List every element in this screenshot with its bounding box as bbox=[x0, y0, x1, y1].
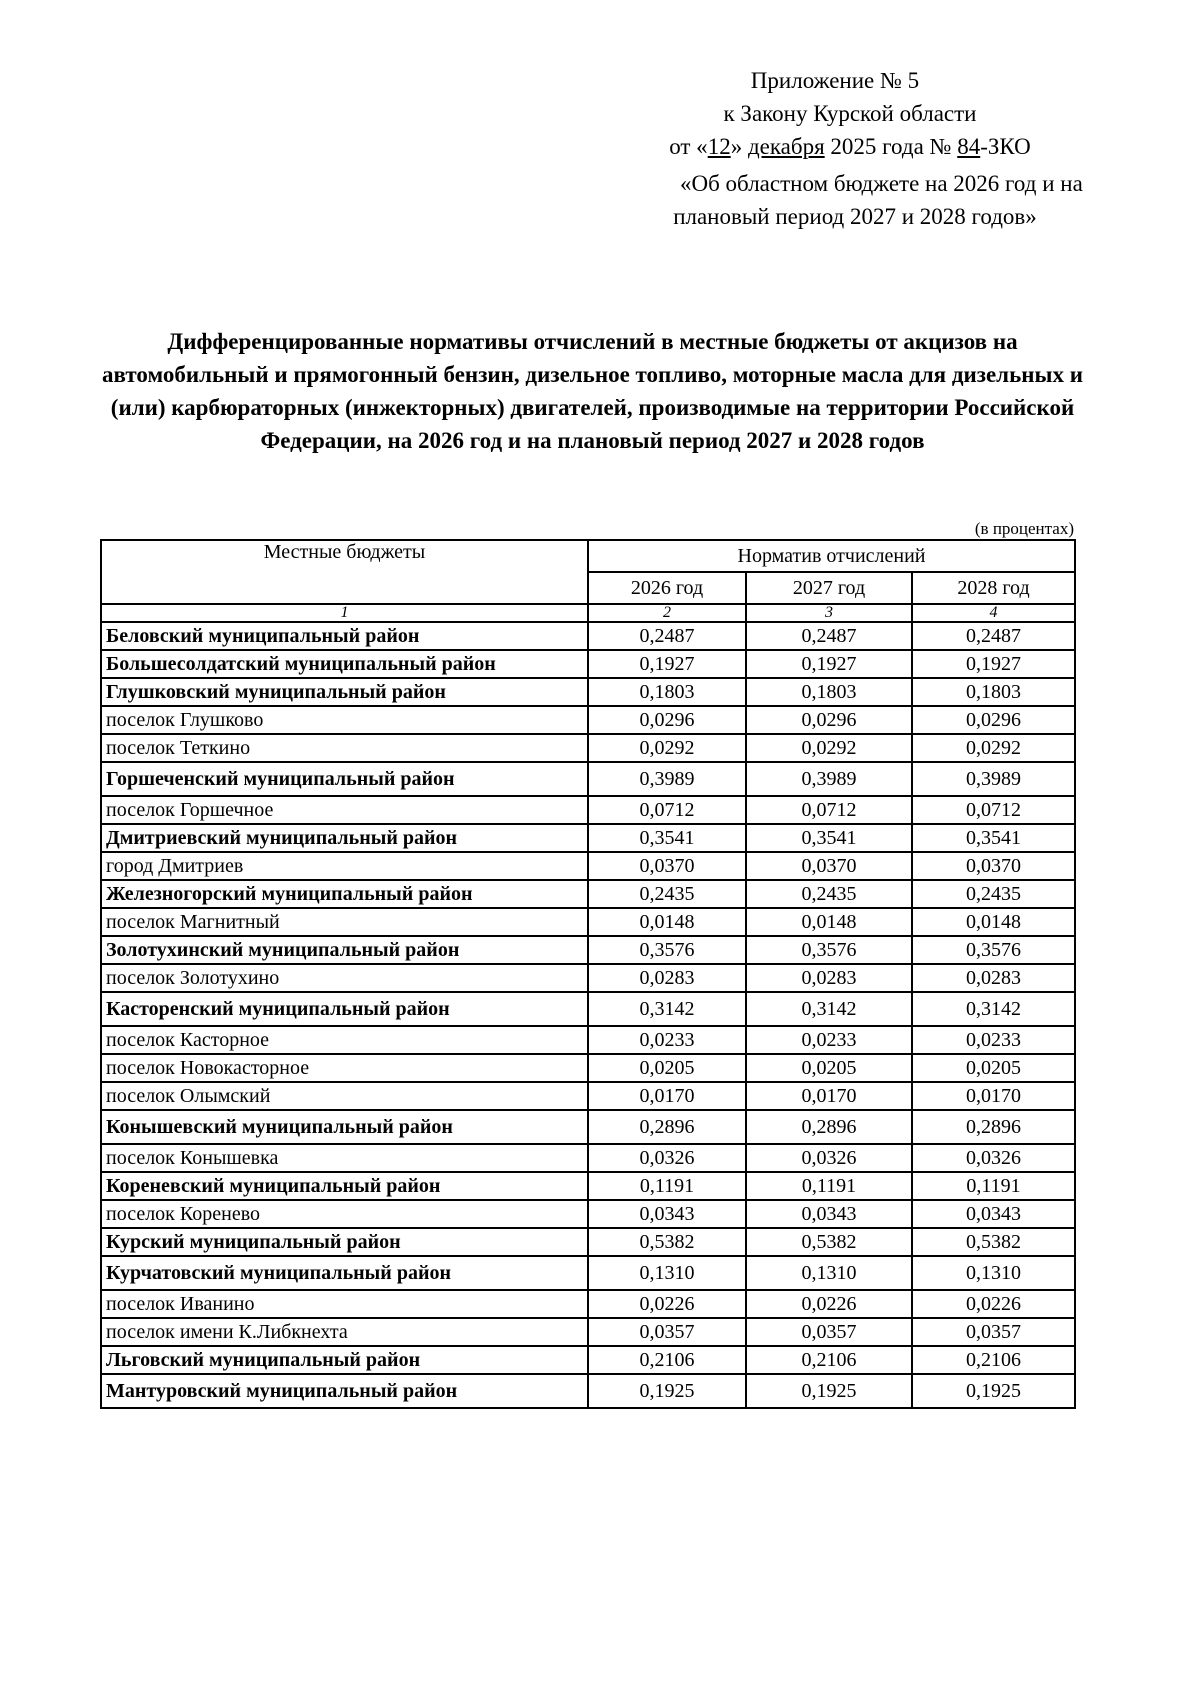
norm-value-2027: 0,0326 bbox=[746, 1144, 912, 1172]
norm-value-2027: 0,2435 bbox=[746, 880, 912, 908]
norm-value-2027: 0,1310 bbox=[746, 1256, 912, 1290]
table-row bbox=[101, 908, 1075, 936]
norm-value-2026: 0,3142 bbox=[588, 992, 746, 1026]
column-number-1: 1 bbox=[101, 604, 588, 622]
budget-name: поселок Олымский bbox=[101, 1082, 588, 1110]
law-title-line1: «Об областном бюджете на 2026 год и на bbox=[680, 171, 1083, 196]
norm-value-2026: 0,0205 bbox=[588, 1054, 746, 1082]
column-number-4: 4 bbox=[912, 604, 1075, 622]
budget-name: Глушковский муниципальный район bbox=[101, 678, 588, 706]
norm-value-2027: 0,2487 bbox=[746, 622, 912, 650]
norm-value-2027: 0,0283 bbox=[746, 964, 912, 992]
budget-name: Касторенский муниципальный район bbox=[101, 992, 588, 1026]
norm-value-2027: 0,2896 bbox=[746, 1110, 912, 1144]
norm-value-2028: 0,0296 bbox=[912, 706, 1075, 734]
budget-name: поселок Теткино bbox=[101, 734, 588, 762]
norm-value-2028: 0,2435 bbox=[912, 880, 1075, 908]
norm-value-2027: 0,0357 bbox=[746, 1318, 912, 1346]
table-row bbox=[101, 622, 1075, 650]
budget-name: Горшеченский муниципальный район bbox=[101, 762, 588, 796]
law-reference: к Закону Курской области bbox=[723, 101, 977, 126]
table-row bbox=[101, 1290, 1075, 1318]
header-year-2026: 2026 год bbox=[588, 572, 746, 604]
header-year-2027: 2027 год bbox=[746, 572, 912, 604]
norm-value-2028: 0,3142 bbox=[912, 992, 1075, 1026]
norm-value-2028: 0,0370 bbox=[912, 852, 1075, 880]
budget-name: Золотухинский муниципальный район bbox=[101, 936, 588, 964]
norm-value-2026: 0,3576 bbox=[588, 936, 746, 964]
budget-name: поселок Горшечное bbox=[101, 796, 588, 824]
document-title: Дифференцированные нормативы отчислений в местные бюджеты от акцизов на автомобильный и прямогонный бензин, дизельное топливо, моторные масла для дизельных и (или) карбюраторных (инжекторных) двигателей, производимые на территории Российской Федерации, на 2026 год и на плановый период 2027 и 2028 годов bbox=[102, 329, 1083, 453]
table-row bbox=[101, 1318, 1075, 1346]
table-row bbox=[101, 706, 1075, 734]
norm-value-2027: 0,0205 bbox=[746, 1054, 912, 1082]
norm-value-2027: 0,1803 bbox=[746, 678, 912, 706]
norm-value-2028: 0,1927 bbox=[912, 650, 1075, 678]
table-row bbox=[101, 936, 1075, 964]
norm-value-2028: 0,0712 bbox=[912, 796, 1075, 824]
norm-value-2027: 0,5382 bbox=[746, 1228, 912, 1256]
date-sep: » bbox=[730, 134, 748, 159]
norm-value-2028: 0,3576 bbox=[912, 936, 1075, 964]
budget-name: Конышевский муниципальный район bbox=[101, 1110, 588, 1144]
date-prefix: от « bbox=[669, 134, 708, 159]
table-row bbox=[101, 1256, 1075, 1290]
norm-value-2026: 0,0712 bbox=[588, 796, 746, 824]
norm-value-2028: 0,3541 bbox=[912, 824, 1075, 852]
budget-name: поселок Коренево bbox=[101, 1200, 588, 1228]
budget-name: поселок Золотухино bbox=[101, 964, 588, 992]
date-day: 12 bbox=[707, 134, 731, 159]
norm-value-2026: 0,0370 bbox=[588, 852, 746, 880]
table-row bbox=[101, 1172, 1075, 1200]
budget-name: Железногорский муниципальный район bbox=[101, 880, 588, 908]
norm-value-2028: 0,2896 bbox=[912, 1110, 1075, 1144]
norm-value-2027: 0,2106 bbox=[746, 1346, 912, 1374]
budget-name: поселок Новокасторное bbox=[101, 1054, 588, 1082]
norm-value-2027: 0,0370 bbox=[746, 852, 912, 880]
norm-value-2027: 0,3989 bbox=[746, 762, 912, 796]
norm-value-2027: 0,0233 bbox=[746, 1026, 912, 1054]
norm-value-2028: 0,0226 bbox=[912, 1290, 1075, 1318]
norm-value-2028: 0,0283 bbox=[912, 964, 1075, 992]
budget-name: Кореневский муниципальный район bbox=[101, 1172, 588, 1200]
table-body bbox=[101, 622, 1075, 1408]
table-row bbox=[101, 796, 1075, 824]
budget-name: поселок Глушково bbox=[101, 706, 588, 734]
norm-value-2027: 0,1927 bbox=[746, 650, 912, 678]
norm-value-2027: 0,0170 bbox=[746, 1082, 912, 1110]
budget-name: Курский муниципальный район bbox=[101, 1228, 588, 1256]
table-row bbox=[101, 650, 1075, 678]
column-number-2: 2 bbox=[588, 604, 746, 622]
norm-value-2028: 0,0170 bbox=[912, 1082, 1075, 1110]
norm-value-2026: 0,0226 bbox=[588, 1290, 746, 1318]
budget-name: Мантуровский муниципальный район bbox=[101, 1374, 588, 1408]
norm-value-2028: 0,1803 bbox=[912, 678, 1075, 706]
norm-value-2026: 0,0326 bbox=[588, 1144, 746, 1172]
table-row bbox=[101, 734, 1075, 762]
table-row bbox=[101, 992, 1075, 1026]
norm-value-2027: 0,0148 bbox=[746, 908, 912, 936]
norm-value-2026: 0,1191 bbox=[588, 1172, 746, 1200]
norm-value-2026: 0,2487 bbox=[588, 622, 746, 650]
table-row bbox=[101, 1110, 1075, 1144]
norm-value-2026: 0,2106 bbox=[588, 1346, 746, 1374]
norm-value-2026: 0,3541 bbox=[588, 824, 746, 852]
norm-value-2026: 0,0292 bbox=[588, 734, 746, 762]
table-row bbox=[101, 1374, 1075, 1408]
norm-value-2026: 0,1803 bbox=[588, 678, 746, 706]
table-row bbox=[101, 1346, 1075, 1374]
law-number: 84 bbox=[957, 134, 981, 159]
norm-value-2028: 0,1925 bbox=[912, 1374, 1075, 1408]
table-row bbox=[101, 1054, 1075, 1082]
budget-name: поселок имени К.Либкнехта bbox=[101, 1318, 588, 1346]
norm-value-2026: 0,0343 bbox=[588, 1200, 746, 1228]
header-local-budgets: Местные бюджеты bbox=[101, 540, 588, 604]
table-row bbox=[101, 762, 1075, 796]
table-row bbox=[101, 852, 1075, 880]
budget-name: Большесолдатский муниципальный район bbox=[101, 650, 588, 678]
norm-value-2028: 0,1310 bbox=[912, 1256, 1075, 1290]
norm-value-2027: 0,0296 bbox=[746, 706, 912, 734]
units-note: (в процентах) bbox=[974, 519, 1074, 538]
table-row bbox=[101, 964, 1075, 992]
norm-value-2027: 0,0292 bbox=[746, 734, 912, 762]
law-title-line2: плановый период 2027 и 2028 годов» bbox=[673, 204, 1037, 229]
norm-value-2026: 0,1927 bbox=[588, 650, 746, 678]
norm-value-2028: 0,0148 bbox=[912, 908, 1075, 936]
table-row bbox=[101, 824, 1075, 852]
norm-value-2026: 0,0148 bbox=[588, 908, 746, 936]
table-row bbox=[101, 1026, 1075, 1054]
table-row bbox=[101, 1082, 1075, 1110]
norm-value-2028: 0,0233 bbox=[912, 1026, 1075, 1054]
date-year: 2025 года № bbox=[824, 134, 958, 159]
budget-name: город Дмитриев bbox=[101, 852, 588, 880]
table-row bbox=[101, 678, 1075, 706]
norm-value-2026: 0,1925 bbox=[588, 1374, 746, 1408]
norm-value-2028: 0,0326 bbox=[912, 1144, 1075, 1172]
table-row bbox=[101, 880, 1075, 908]
header-year-2028: 2028 год bbox=[912, 572, 1075, 604]
column-number-3: 3 bbox=[746, 604, 912, 622]
budget-name: поселок Касторное bbox=[101, 1026, 588, 1054]
budget-name: Курчатовский муниципальный район bbox=[101, 1256, 588, 1290]
appendix-number: Приложение № 5 bbox=[750, 68, 920, 93]
budget-name: Беловский муниципальный район bbox=[101, 622, 588, 650]
budget-name: Льговский муниципальный район bbox=[101, 1346, 588, 1374]
norm-value-2027: 0,3142 bbox=[746, 992, 912, 1026]
norm-value-2027: 0,0712 bbox=[746, 796, 912, 824]
law-date-number bbox=[600, 130, 1070, 163]
table-row bbox=[101, 1144, 1075, 1172]
norm-value-2028: 0,0343 bbox=[912, 1200, 1075, 1228]
header-norm-group: Норматив отчислений bbox=[588, 540, 1075, 572]
norm-value-2028: 0,0205 bbox=[912, 1054, 1075, 1082]
norm-value-2027: 0,1925 bbox=[746, 1374, 912, 1408]
norm-value-2028: 0,1191 bbox=[912, 1172, 1075, 1200]
norm-value-2027: 0,3541 bbox=[746, 824, 912, 852]
date-month: декабря bbox=[747, 134, 825, 159]
table-row bbox=[101, 1200, 1075, 1228]
norm-value-2026: 0,1310 bbox=[588, 1256, 746, 1290]
norm-value-2027: 0,1191 bbox=[746, 1172, 912, 1200]
norm-value-2028: 0,5382 bbox=[912, 1228, 1075, 1256]
norm-value-2026: 0,0233 bbox=[588, 1026, 746, 1054]
table-row bbox=[101, 1228, 1075, 1256]
budget-name: поселок Конышевка bbox=[101, 1144, 588, 1172]
norm-value-2026: 0,0296 bbox=[588, 706, 746, 734]
appendix-header bbox=[600, 64, 1083, 233]
law-suffix: -ЗКО bbox=[980, 134, 1031, 159]
norm-value-2026: 0,2896 bbox=[588, 1110, 746, 1144]
norm-value-2028: 0,2106 bbox=[912, 1346, 1075, 1374]
norms-table bbox=[100, 539, 1076, 1409]
norm-value-2026: 0,0170 bbox=[588, 1082, 746, 1110]
norm-value-2028: 0,0357 bbox=[912, 1318, 1075, 1346]
norm-value-2027: 0,0226 bbox=[746, 1290, 912, 1318]
budget-name: поселок Магнитный bbox=[101, 908, 588, 936]
norm-value-2027: 0,0343 bbox=[746, 1200, 912, 1228]
norm-value-2026: 0,0357 bbox=[588, 1318, 746, 1346]
budget-name: поселок Иванино bbox=[101, 1290, 588, 1318]
norm-value-2028: 0,3989 bbox=[912, 762, 1075, 796]
norm-value-2026: 0,2435 bbox=[588, 880, 746, 908]
norm-value-2028: 0,2487 bbox=[912, 622, 1075, 650]
budget-name: Дмитриевский муниципальный район bbox=[101, 824, 588, 852]
norm-value-2026: 0,3989 bbox=[588, 762, 746, 796]
norm-value-2026: 0,0283 bbox=[588, 964, 746, 992]
norm-value-2027: 0,3576 bbox=[746, 936, 912, 964]
norm-value-2026: 0,5382 bbox=[588, 1228, 746, 1256]
norm-value-2028: 0,0292 bbox=[912, 734, 1075, 762]
